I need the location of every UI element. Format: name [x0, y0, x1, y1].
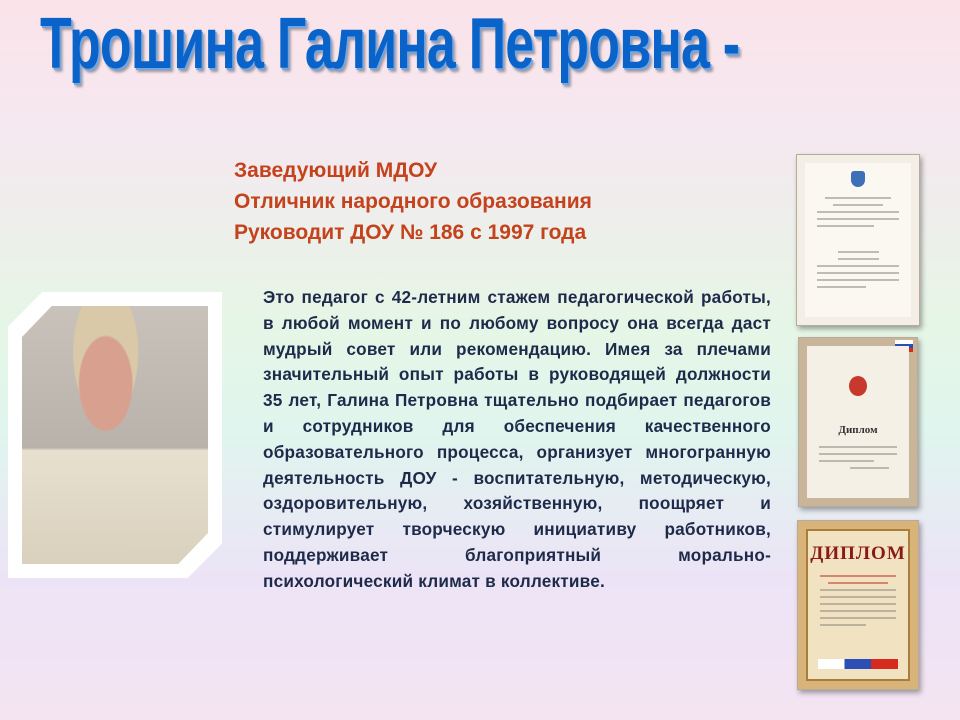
diploma-1-heading: Диплом — [838, 424, 878, 436]
eagle-emblem-icon — [849, 376, 867, 396]
subtitle-tenure: Руководит ДОУ № 186 с 1997 года — [234, 221, 587, 244]
page-title: Трошина Галина Петровна - — [40, 4, 740, 84]
diploma-2-text-lines — [820, 575, 896, 631]
certificate-1-text-lines-2 — [817, 251, 899, 293]
certificate-1-paper — [805, 163, 911, 317]
diploma-1-text-lines — [819, 446, 897, 474]
diploma-image-1 — [798, 337, 918, 507]
biography-text: Это педагог с 42-летним стажем педагогической работы, в любой момент и по любому вопросу она всегда даст мудрый совет или рекомендацию. Имея за плечами значительный опыт работы в руководящей должности 35 лет, Галина Петровна тщательно подбирает педагогов и сотрудников для обеспечения качественного образовательного процесса, организует многогранную деятельность ДОУ - воспитательную, методическую, оздоровительную, хозяйственную, поощряет и стимулирует творческую инициативу работников, поддерживает благоприятный морально-психологический климат в коллективе. — [263, 287, 771, 591]
portrait-photo — [22, 306, 208, 564]
coat-of-arms-icon — [851, 171, 865, 187]
diploma-2-paper — [806, 529, 910, 681]
subtitle-block — [234, 155, 754, 248]
certificate-image-1 — [796, 154, 920, 326]
portrait-photo-frame — [8, 292, 222, 578]
certificate-1-text-lines — [817, 197, 899, 232]
diploma-1-paper — [807, 346, 909, 498]
diploma-2-heading: ДИПЛОМ — [810, 543, 906, 564]
subtitle-award: Отличник народного образования — [234, 190, 592, 213]
tricolor-ribbon-icon — [818, 659, 898, 669]
diploma-image-2 — [797, 520, 919, 690]
subtitle-position: Заведующий МДОУ — [234, 159, 438, 182]
